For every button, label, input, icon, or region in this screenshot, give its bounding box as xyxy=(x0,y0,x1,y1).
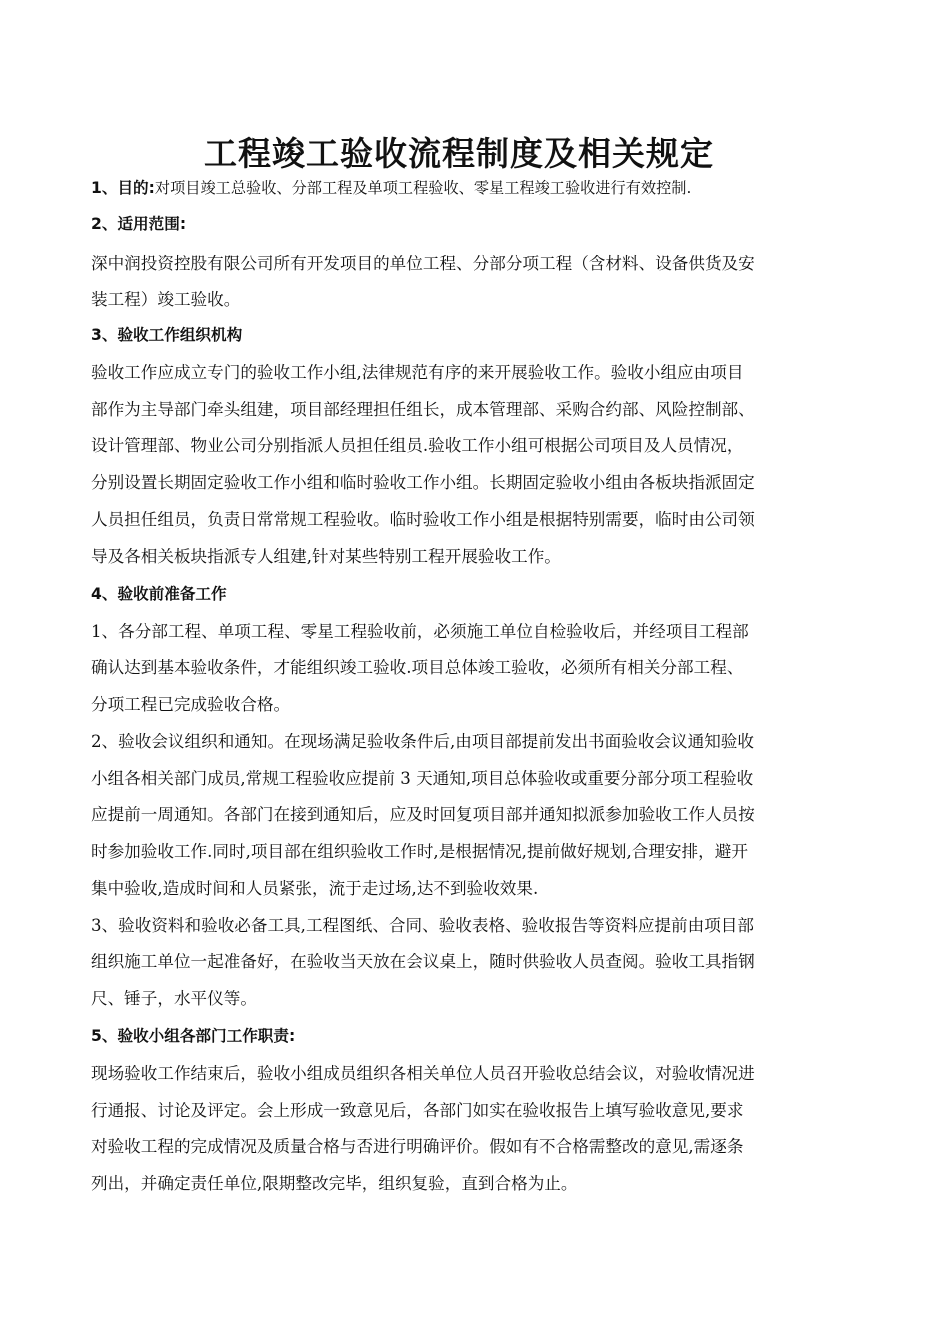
section-3-line: 导及各相关板块指派专人组建,针对某些特别工程开展验收工作。 xyxy=(91,547,561,566)
section-3-heading: 3、验收工作组织机构 xyxy=(91,326,243,344)
section-4-heading: 4、验收前准备工作 xyxy=(91,585,227,603)
section-2-line: 装工程）竣工验收。 xyxy=(91,290,241,309)
section-4-line: 组织施工单位一起准备好，在验收当天放在会议桌上，随时供验收人员查阅。验收工具指钢 xyxy=(91,952,755,971)
section-3-line: 设计管理部、物业公司分别指派人员担任组员.验收工作小组可根据公司项目及人员情况， xyxy=(91,436,744,455)
section-1-text: 对项目竣工总验收、分部工程及单项工程验收、零星工程竣工验收进行有效控制. xyxy=(154,179,692,197)
section-3-line: 验收工作应成立专门的验收工作小组,法律规范有序的来开展验收工作。验收小组应由项目 xyxy=(91,363,744,382)
section-4-line: 应提前一周通知。各部门在接到通知后，应及时回复项目部并通知拟派参加验收工作人员按 xyxy=(91,805,755,824)
section-2-heading: 2、适用范围: xyxy=(91,215,187,233)
section-4-line: 分项工程已完成验收合格。 xyxy=(91,695,291,714)
section-5-line: 对验收工程的完成情况及质量合格与否进行明确评价。假如有不合格需整改的意见,需逐条 xyxy=(91,1137,744,1156)
section-2-line: 深中润投资控股有限公司所有开发项目的单位工程、分部分项工程（含材料、设备供货及安 xyxy=(91,254,755,273)
section-4-line: 确认达到基本验收条件，才能组织竣工验收.项目总体竣工验收，必须所有相关分部工程、 xyxy=(91,658,744,677)
section-4-line: 3、验收资料和验收必备工具,工程图纸、合同、验收表格、验收报告等资料应提前由项目部 xyxy=(91,916,754,935)
document-title: 工程竣工验收流程制度及相关规定 xyxy=(204,134,714,173)
section-4-line: 尺、锤子，水平仪等。 xyxy=(91,989,257,1008)
section-3-line: 人员担任组员，负责日常常规工程验收。临时验收工作小组是根据特别需要，临时由公司领 xyxy=(91,510,755,529)
section-5-line: 列出，并确定责任单位,限期整改完毕，组织复验，直到合格为止。 xyxy=(91,1174,578,1193)
section-4-line: 1、各分部工程、单项工程、零星工程验收前，必须施工单位自检验收后，并经项目工程部 xyxy=(91,622,749,641)
section-5-line: 现场验收工作结束后，验收小组成员组织各相关单位人员召开验收总结会议，对验收情况进 xyxy=(91,1064,755,1083)
section-3-line: 部作为主导部门牵头组建，项目部经理担任组长，成本管理部、采购合约部、风险控制部、 xyxy=(91,400,755,419)
section-4-line: 小组各相关部门成员,常规工程验收应提前 3 天通知,项目总体验收或重要分部分项工程验收 xyxy=(91,769,754,788)
section-3-line: 分别设置长期固定验收工作小组和临时验收工作小组。长期固定验收小组由各板块指派固定 xyxy=(91,473,755,492)
section-4-line: 集中验收,造成时间和人员紧张，流于走过场,达不到验收效果. xyxy=(91,879,539,898)
section-5-line: 行通报、讨论及评定。会上形成一致意见后，各部门如实在验收报告上填写验收意见,要求 xyxy=(91,1101,744,1120)
section-1-line xyxy=(91,176,691,200)
section-1-heading: 1、目的: xyxy=(91,179,155,197)
section-4-line: 时参加验收工作.同时,项目部在组织验收工作时,是根据情况,提前做好规划,合理安排，避开 xyxy=(91,842,748,861)
section-4-line: 2、验收会议组织和通知。在现场满足验收条件后,由项目部提前发出书面验收会议通知验收 xyxy=(91,732,754,751)
section-5-heading: 5、验收小组各部门工作职责: xyxy=(91,1027,296,1045)
